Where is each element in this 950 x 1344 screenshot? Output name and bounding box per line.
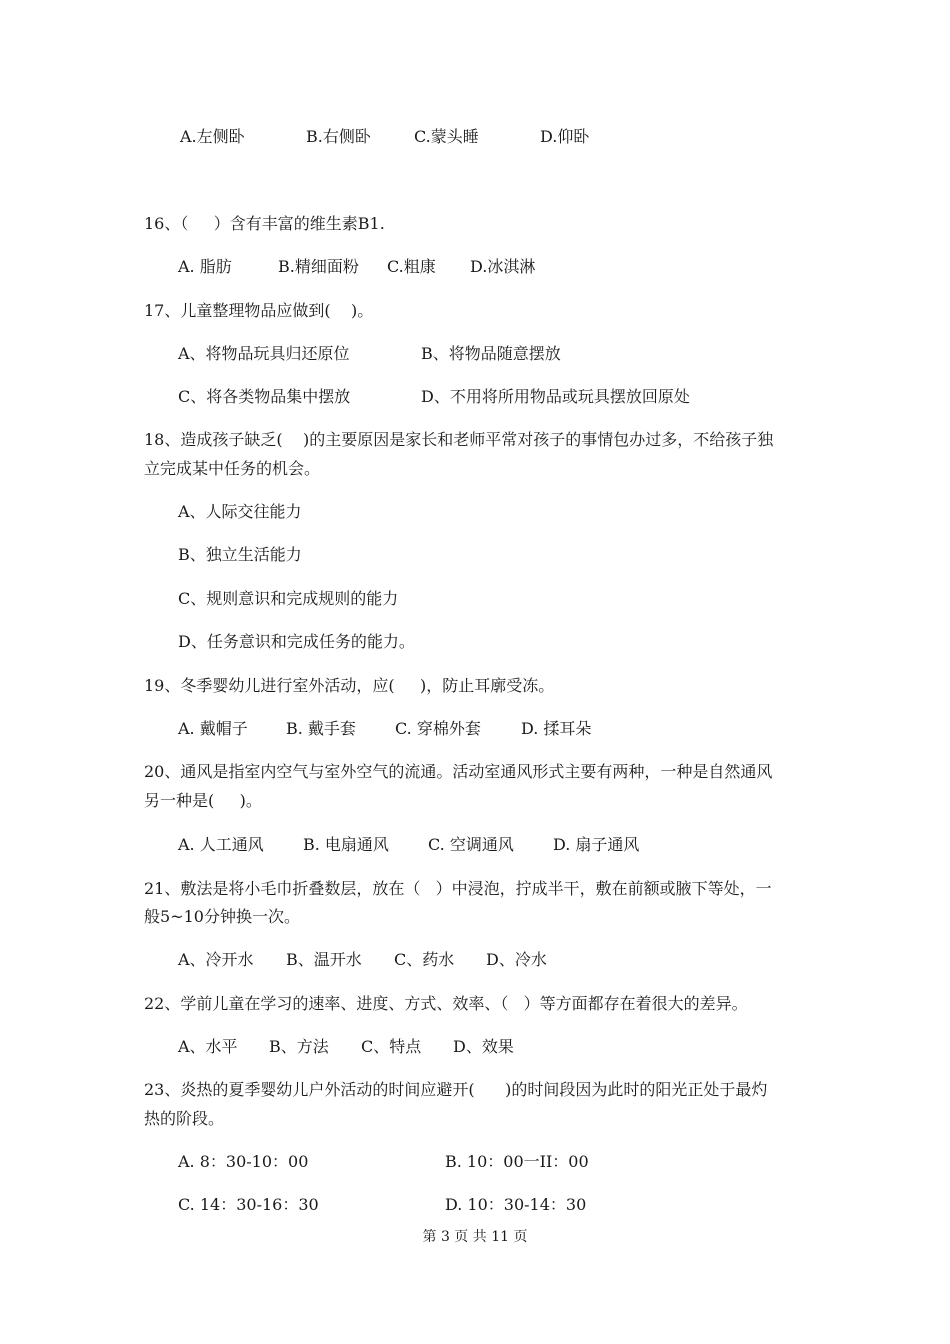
q21-stem-line2: 般5~10分钟换一次。 bbox=[144, 907, 300, 926]
q21-stem-line1: 21、敷法是将小毛巾折叠数层，放在（ ）中浸泡，拧成半干，敷在前额或腋下等处，一 bbox=[144, 879, 772, 898]
q20-stem-line1: 20、通风是指室内空气与室外空气的流通。活动室通风形式主要有两种，一种是自然通风 bbox=[144, 762, 773, 781]
q17-option-b: B、将物品随意摆放 bbox=[421, 344, 561, 363]
q23-option-b: B. 10：00一II：00 bbox=[445, 1152, 589, 1171]
q23-stem-line1: 23、炎热的夏季婴幼儿户外活动的时间应避开( )的时间段因为此时的阳光正处于最灼 bbox=[144, 1080, 768, 1099]
q21-option-d: D、冷水 bbox=[486, 950, 547, 969]
q19-option-b: B. 戴手套 bbox=[286, 719, 356, 738]
q21-option-c: C、药水 bbox=[394, 950, 455, 969]
q19-option-c: C. 穿棉外套 bbox=[395, 719, 481, 738]
q20-option-b: B. 电扇通风 bbox=[303, 835, 389, 854]
q21-option-a: A、冷开水 bbox=[178, 950, 254, 969]
q16-option-b: B.精细面粉 bbox=[278, 257, 359, 276]
q17-option-a: A、将物品玩具归还原位 bbox=[178, 344, 350, 363]
q23-option-c: C. 14：30-16：30 bbox=[178, 1195, 319, 1214]
q23-stem-line2: 热的阶段。 bbox=[144, 1109, 225, 1128]
q18-stem-line2: 立完成某中任务的机会。 bbox=[144, 459, 321, 478]
q16-option-a: A. 脂肪 bbox=[178, 257, 232, 276]
q18-option-a: A、人际交往能力 bbox=[178, 502, 302, 521]
q22-option-a: A、水平 bbox=[178, 1037, 238, 1056]
q18-stem-line1: 18、造成孩子缺乏( )的主要原因是家长和老师平常对孩子的事情包办过多，不给孩子独 bbox=[144, 430, 774, 449]
q18-option-b: B、独立生活能力 bbox=[178, 545, 302, 564]
q22-option-b: B、方法 bbox=[269, 1037, 329, 1056]
q16-option-c: C.粗康 bbox=[387, 257, 436, 276]
q15-option-d: D.仰卧 bbox=[540, 127, 590, 146]
q15-option-a: A.左侧卧 bbox=[180, 127, 245, 146]
q15-option-c: C.蒙头睡 bbox=[414, 127, 479, 146]
q20-option-d: D. 扇子通风 bbox=[553, 835, 640, 854]
q20-option-a: A. 人工通风 bbox=[178, 835, 264, 854]
q20-stem-line2: 另一种是( )。 bbox=[144, 791, 262, 810]
q22-stem: 22、学前儿童在学习的速率、进度、方式、效率、（ ）等方面都存在着很大的差异。 bbox=[144, 994, 748, 1013]
q21-option-b: B、温开水 bbox=[286, 950, 362, 969]
q19-option-d: D. 揉耳朵 bbox=[521, 719, 592, 738]
q16-stem: 16、（ ）含有丰富的维生素B1. bbox=[144, 214, 385, 233]
q19-stem: 19、冬季婴幼儿进行室外活动，应( )，防止耳廓受冻。 bbox=[144, 676, 555, 695]
page-number: 第 3 页 共 11 页 bbox=[422, 1229, 528, 1245]
q22-option-c: C、特点 bbox=[361, 1037, 422, 1056]
q18-option-c: C、规则意识和完成规则的能力 bbox=[178, 589, 399, 608]
q15-option-b: B.右侧卧 bbox=[306, 127, 371, 146]
q19-option-a: A. 戴帽子 bbox=[178, 719, 248, 738]
q22-option-d: D、效果 bbox=[453, 1037, 514, 1056]
q17-stem: 17、儿童整理物品应做到( )。 bbox=[144, 301, 374, 320]
q17-option-c: C、将各类物品集中摆放 bbox=[178, 387, 351, 406]
q23-option-d: D. 10：30-14：30 bbox=[445, 1195, 587, 1214]
q23-option-a: A. 8：30-10：00 bbox=[178, 1152, 309, 1171]
q20-option-c: C. 空调通风 bbox=[428, 835, 514, 854]
q17-option-d: D、不用将所用物品或玩具摆放回原处 bbox=[421, 387, 690, 406]
q18-option-d: D、任务意识和完成任务的能力。 bbox=[178, 632, 415, 651]
q16-option-d: D.冰淇淋 bbox=[470, 257, 536, 276]
